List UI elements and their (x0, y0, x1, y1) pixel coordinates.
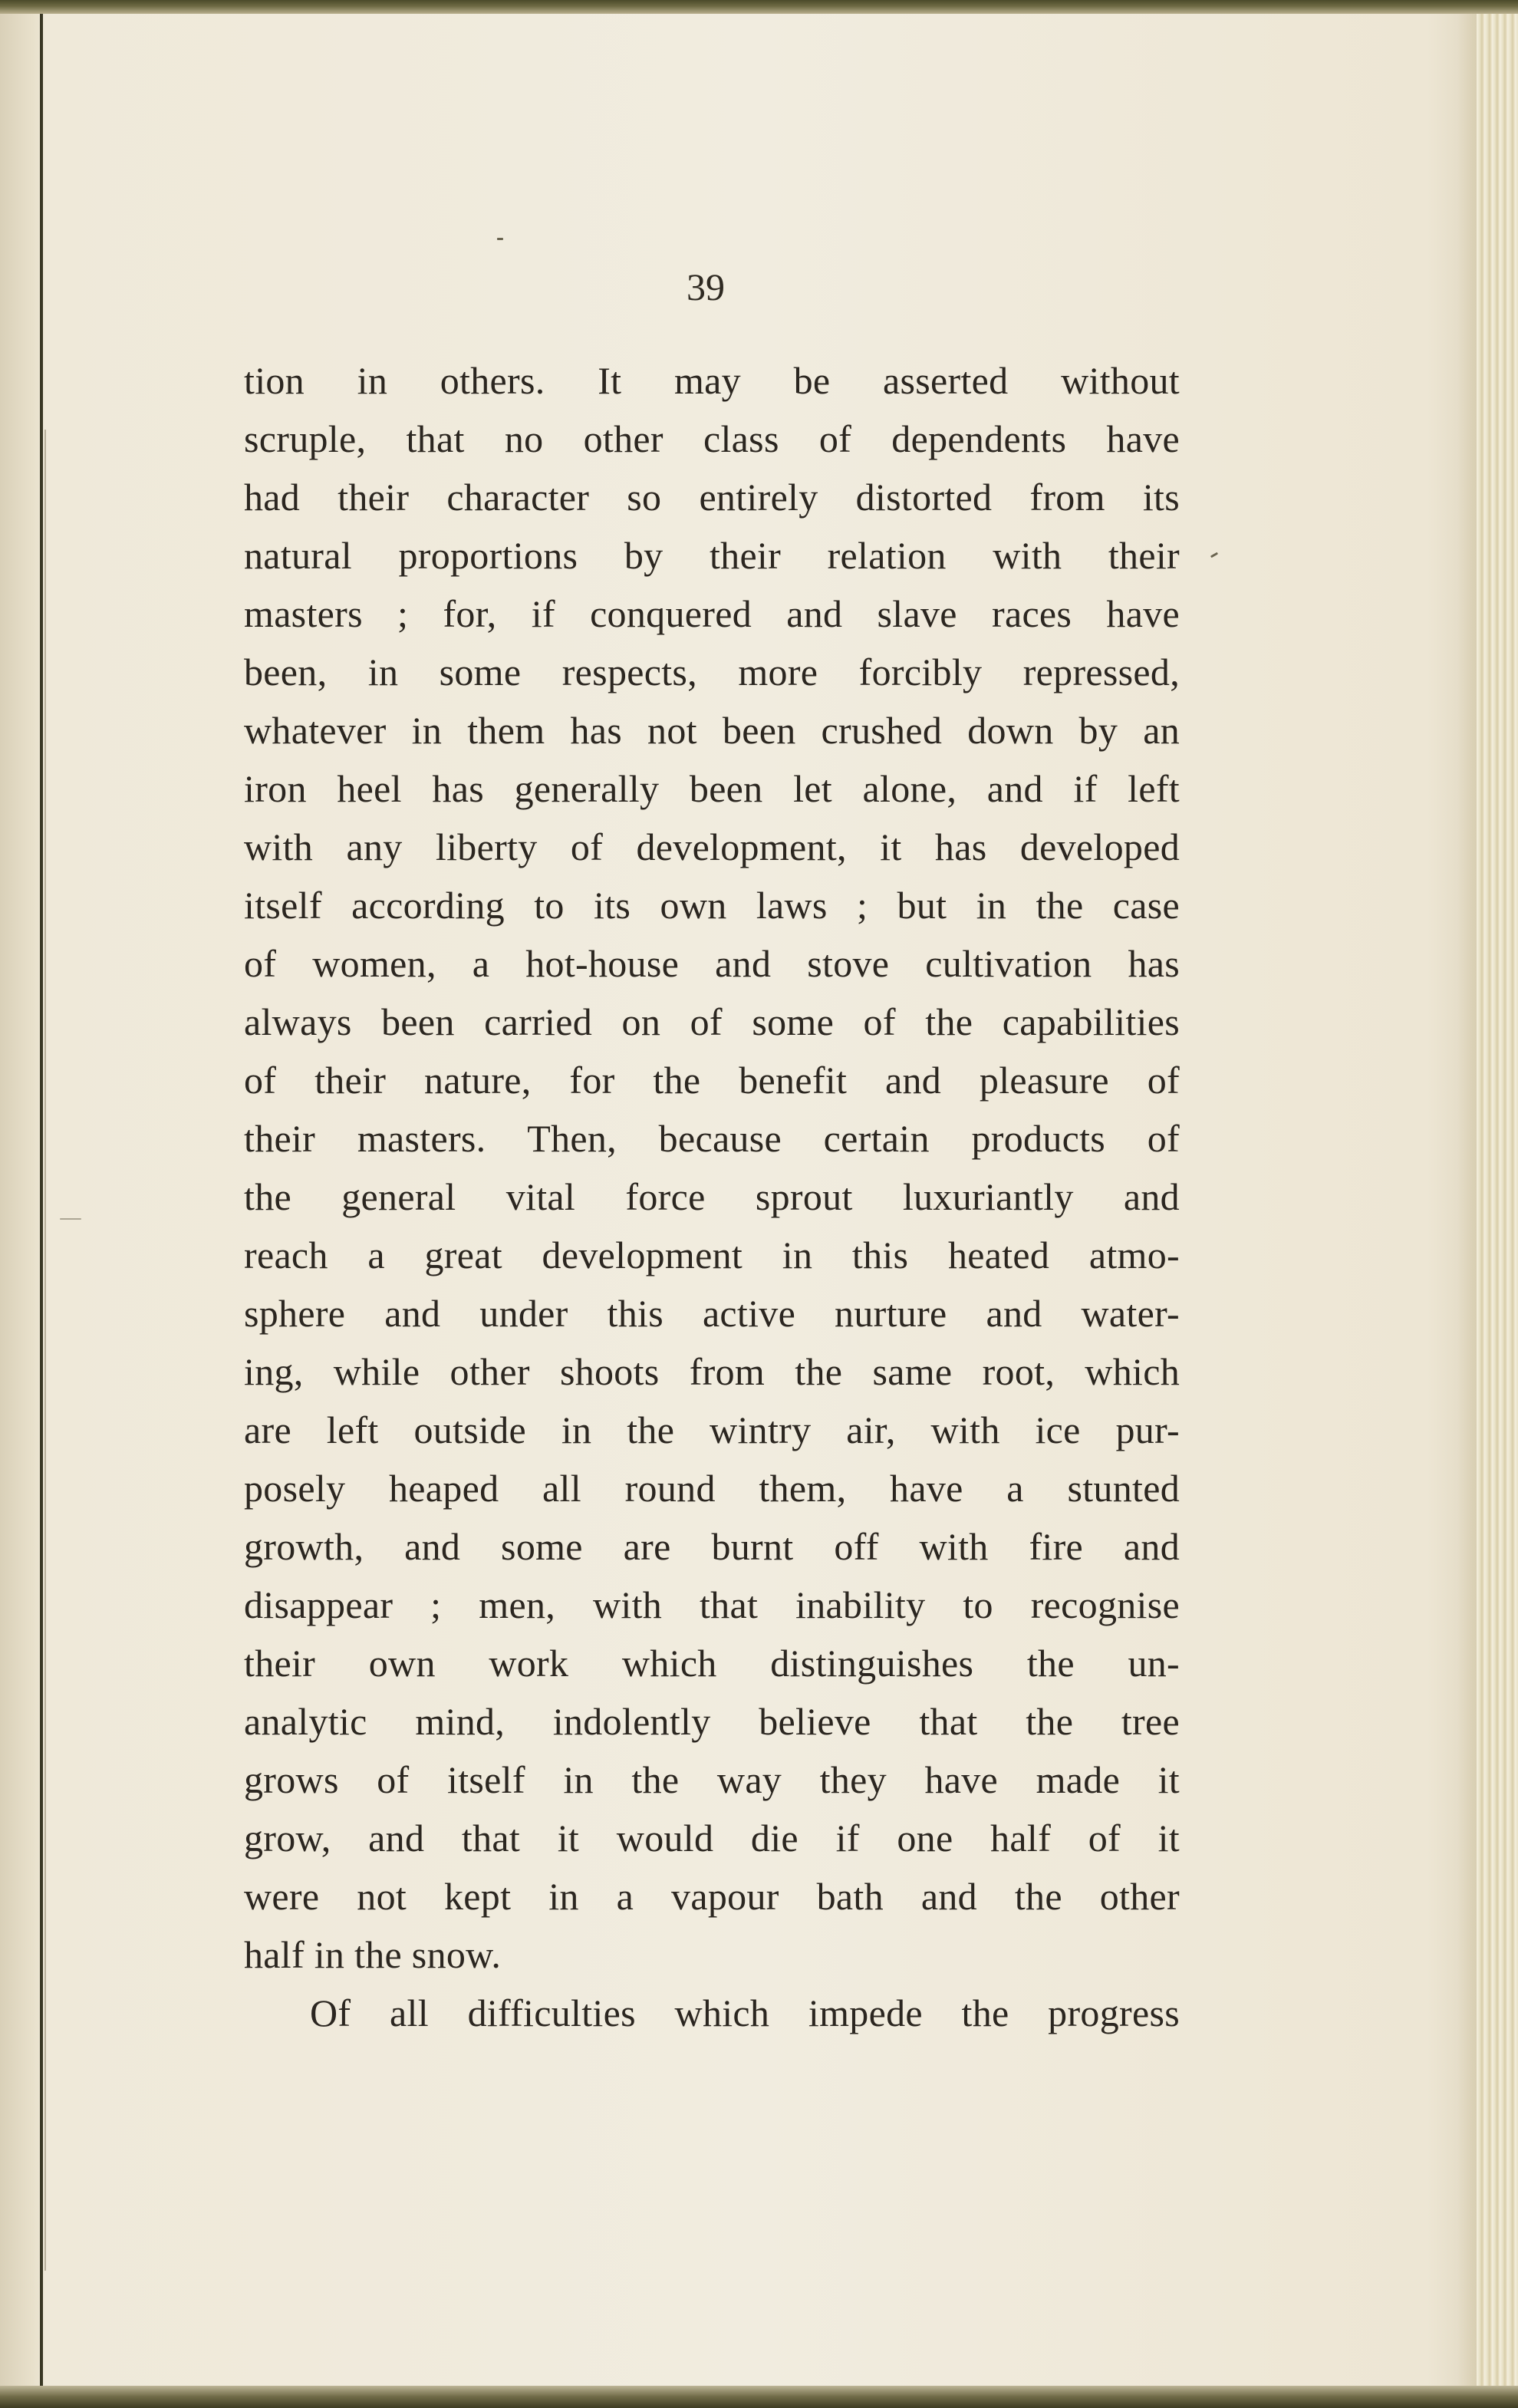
text-line: tion in others. It may be asserted without (244, 359, 1180, 402)
text-line: their masters. Then, because certain products of (244, 1117, 1180, 1160)
text-line: had their character so entirely distorted from its (244, 476, 1180, 519)
text-line: natural proportions by their relation with their (244, 534, 1180, 577)
text-line: reach a great development in this heated atmo- (244, 1234, 1180, 1276)
text-line: itself according to its own laws ; but in the case (244, 884, 1180, 927)
binding-edge (0, 0, 46, 2408)
text-line: of their nature, for the benefit and pleasure of (244, 1059, 1180, 1102)
text-line: were not kept in a vapour bath and the other (244, 1875, 1180, 1918)
text-line: grow, and that it would die if one half of it (244, 1817, 1180, 1860)
text-line: the general vital force sprout luxuriantly and (244, 1175, 1180, 1218)
text-line: masters ; for, if conquered and slave races have (244, 592, 1180, 635)
body-text (244, 351, 1180, 2042)
top-edge (0, 0, 1518, 14)
text-line: of women, a hot-house and stove cultivation has (244, 942, 1180, 985)
text-line: posely heaped all round them, have a stunted (244, 1467, 1180, 1510)
text-line: whatever in them has not been crushed down by an (244, 709, 1180, 752)
paragraph-end-line: half in the snow. (244, 1933, 502, 1976)
bottom-edge (0, 2386, 1518, 2408)
page-number: 39 (687, 265, 725, 308)
paper-speck (60, 1218, 81, 1220)
paragraph-start-line: Of all difficulties which impede the progress (310, 1991, 1180, 2034)
text-line: growth, and some are burnt off with fire and (244, 1525, 1180, 1568)
text-line: their own work which distinguishes the un- (244, 1642, 1180, 1685)
paper-speck (497, 238, 503, 240)
page-stack-edge (1477, 0, 1518, 2408)
text-line: are left outside in the wintry air, with ice pur- (244, 1408, 1180, 1451)
text-line: been, in some respects, more forcibly repressed, (244, 651, 1180, 693)
text-line: analytic mind, indolently believe that the tree (244, 1700, 1180, 1743)
text-line: always been carried on of some of the capabilities (244, 1000, 1180, 1043)
text-line: scruple, that no other class of dependents have (244, 417, 1180, 460)
text-line: iron heel has generally been let alone, and if left (244, 767, 1180, 810)
text-line: sphere and under this active nurture and water- (244, 1292, 1180, 1335)
text-line: ing, while other shoots from the same root, which (244, 1350, 1180, 1393)
binding-shadow-line (44, 430, 46, 2271)
text-line: disappear ; men, with that inability to recognise (244, 1583, 1180, 1626)
text-line: with any liberty of development, it has developed (244, 825, 1180, 868)
binding-line (40, 14, 43, 2386)
text-line: grows of itself in the way they have made it (244, 1758, 1180, 1801)
paper-speck (1210, 552, 1218, 558)
